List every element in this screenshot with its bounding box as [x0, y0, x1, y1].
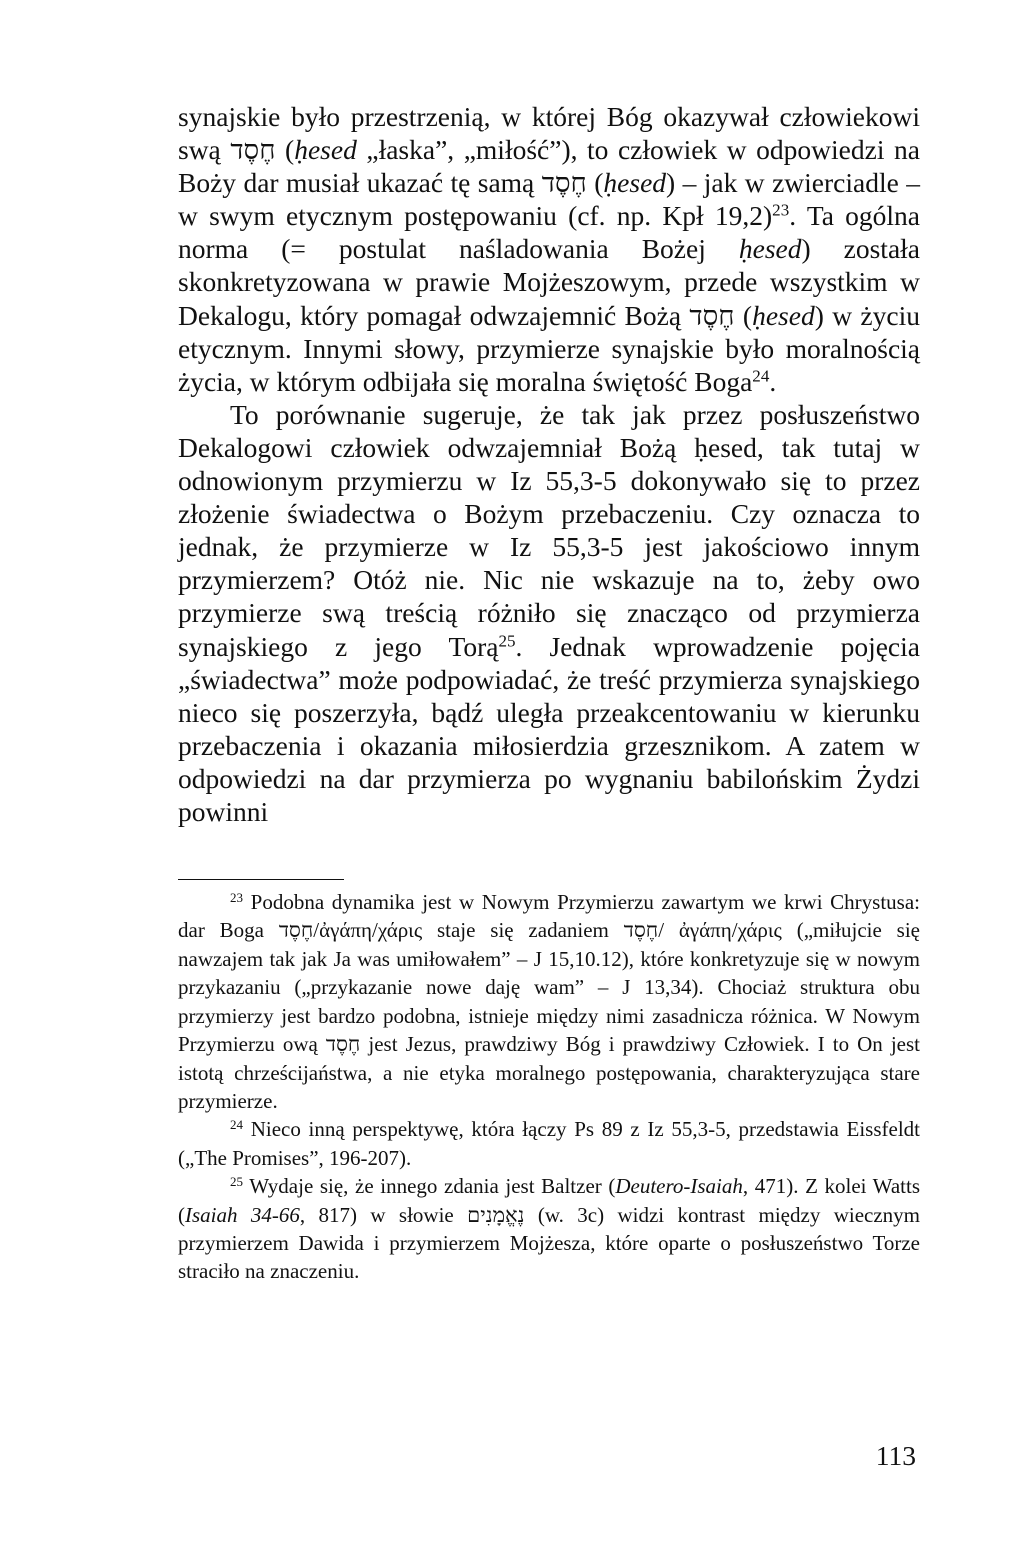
italic-term: ḥesed — [294, 134, 357, 166]
footnote-23 — [178, 888, 920, 1115]
text-run: . — [769, 365, 777, 397]
text-run: synajskie było przestrzenią, w której Bóg okazywał człowiekowi swą חֶסֶד ( — [178, 101, 920, 166]
paragraph-1 — [178, 100, 920, 398]
text-run: ) w życiu etycznym. Innymi słowy, przymierze synajskie było moralnością życia, w którym odbijała się moralna świętość Boga — [178, 299, 920, 397]
footnote-ref: 23 — [772, 200, 790, 220]
italic-term: ḥesed — [752, 299, 815, 331]
italic-term: Isaiah 34-66 — [185, 1202, 300, 1227]
text-run: . Ta ogólna norma (= postulat naśladowania Bożej — [178, 200, 920, 265]
main-text — [178, 100, 920, 828]
footnote-ref: 25 — [230, 1173, 244, 1189]
italic-term: Deutero-Isaiah — [615, 1174, 743, 1199]
footnote-25 — [178, 1172, 920, 1286]
italic-term: ḥesed — [738, 233, 802, 265]
text-run: To porównanie sugeruje, że tak jak przez posłuszeństwo Dekalogowi człowiek odwzajemniał Bożą ḥesed, tak tutaj w odnowionym przymierzu w Iz 55,3-5 dokonywało się to przez złożenie świadectwa o Bożym przebaczeniu. Czy oznacza to jednak, że przymierze w Iz 55,3-5 jest jakościowo innym przymierzem? Otóż nie. Nic nie wskazuje na to, żeby owo przymierze swą treścią różniło się znacząco od przymierza synajskiego z jego Torą — [178, 398, 920, 662]
text-run: , 471). Z kolei Watts ( — [178, 1174, 920, 1227]
book-page — [178, 100, 920, 1286]
footnote-ref: 24 — [230, 1117, 244, 1133]
text-run: Nieco inną perspektywę, która łączy Ps 89 z Iz 55,3-5, przedstawia Eissfeldt („The Promises”, 196-207). — [178, 1117, 920, 1170]
footnote-24 — [178, 1115, 920, 1172]
footnote-separator — [178, 879, 344, 880]
paragraph-2 — [178, 398, 920, 828]
italic-term: ḥesed — [603, 167, 667, 199]
page-number: 113 — [875, 1440, 916, 1471]
text-run: ) – jak w zwierciadle – w swym etycznym postępowaniu (cf. np. Kpł 19,2) — [178, 167, 920, 232]
text-run: „łaska”, „miłość”), to człowiek w odpowiedzi na Boży dar musiał ukazać tę samą חֶסֶד ( — [178, 134, 920, 199]
text-run: . Jednak wprowadzenie pojęcia „świadectwa” może podpowiadać, że treść przymierza synajskiego nieco się poszerzyła, bądź uległa przeakcentowaniu w kierunku przebaczenia i okazania miłosierdzia grzesznikom. A zatem w odpowiedzi na dar przymierza po wygnaniu babilońskim Żydzi powinni — [178, 630, 920, 827]
footnote-ref: 23 — [230, 889, 244, 905]
footnotes — [178, 888, 920, 1286]
text-run: Wydaje się, że innego zdania jest Baltzer ( — [243, 1174, 616, 1199]
text-run: , 817) w słowie נֶאֱמָנִים (w. 3c) widzi kontrast między wiecznym przymierzem Dawida i przymierzem Mojżesza, które oparte o posłuszeństwo Torze straciło na znaczeniu. — [178, 1202, 920, 1284]
text-run: Podobna dynamika jest w Nowym Przymierzu zawartym we krwi Chrystusa: dar Boga חֶסֶד/ἀγάπη/χάρις staje się zadaniem חֶסֶד/ ἀγάπη/χάρις („miłujcie się nawzajem tak jak Ja was umiłowałem” – J 15,10.12), które konkretyzuje się w nowym przykazaniu („przykazanie nowe daję wam” – J 13,34). Chociaż struktura obu przymierzy jest bardzo podobna, istnieje między nimi zasadnicza różnica. W Nowym Przymierzu ową חֶסֶד jest Jezus, prawdziwy Bóg i prawdziwy Człowiek. I to On jest istotą chrześcijaństwa, a nie etyka moralnego postępowania, charakteryzująca stare przymierze. — [178, 890, 920, 1113]
footnote-ref: 25 — [498, 631, 516, 651]
footnote-ref: 24 — [752, 366, 770, 386]
text-run: ) została skonkretyzowana w prawie Mojżeszowym, przede wszystkim w Dekalogu, który pomagał odwzajemnić Bożą חֶסֶד ( — [178, 233, 920, 331]
